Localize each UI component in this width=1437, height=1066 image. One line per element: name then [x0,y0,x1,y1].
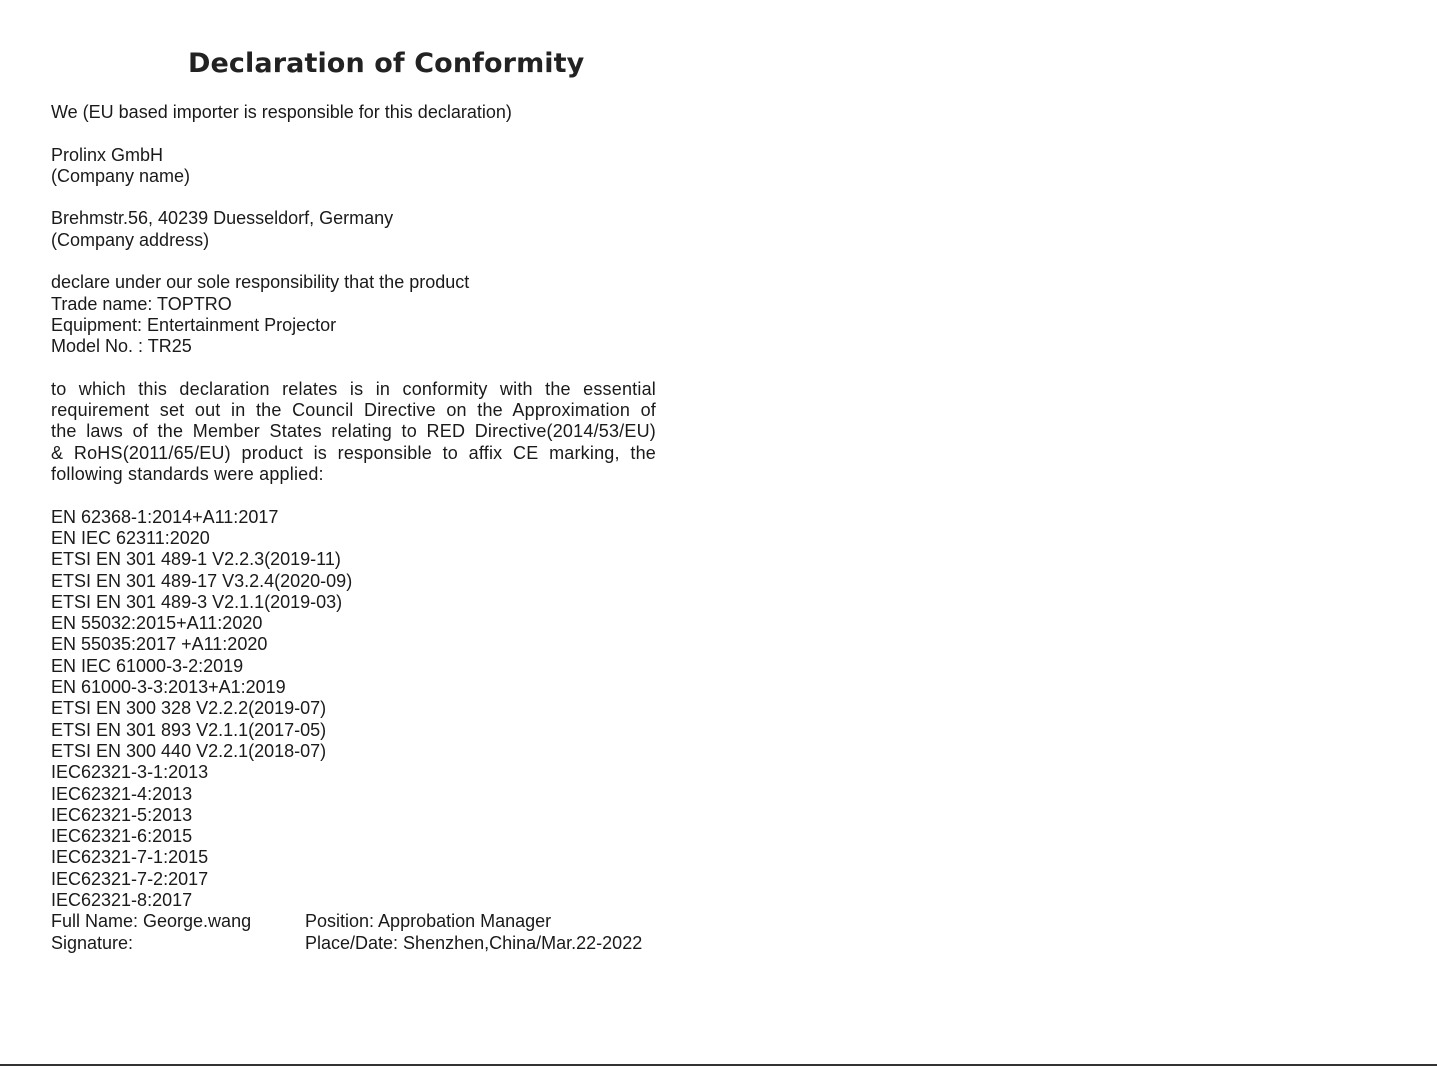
conformity-line: requirement set out in the Council Directive on the Approximation of [51,400,656,421]
company-name: Prolinx GmbH [51,144,164,165]
company-name-caption: (Company name) [51,165,191,186]
standard-item: IEC62321-4:2013 [51,783,193,804]
company-address-caption: (Company address) [51,229,210,250]
standard-item: ETSI EN 301 489-3 V2.1.1(2019-03) [51,591,343,612]
standard-item: ETSI EN 301 893 V2.1.1(2017-05) [51,719,327,740]
standard-item: IEC62321-7-2:2017 [51,868,209,889]
trade-name: Trade name: TOPTRO [51,293,232,314]
standard-item: EN IEC 62311:2020 [51,527,210,548]
conformity-paragraph [51,379,656,485]
position: Position: Approbation Manager [305,911,552,932]
standard-item: IEC62321-5:2013 [51,804,193,825]
declare-statement: declare under our sole responsibility that the product [51,272,470,293]
signature-label: Signature: [51,932,134,953]
conformity-line: to which this declaration relates is in conformity with the essential [51,378,656,399]
company-address: Brehmstr.56, 40239 Duesseldorf, Germany [51,208,394,229]
standard-item: ETSI EN 301 489-1 V2.2.3(2019-11) [51,549,341,570]
standard-item: ETSI EN 300 328 V2.2.2(2019-07) [51,698,327,719]
conformity-line: & RoHS(2011/65/EU) product is responsible to affix CE marking, the [51,442,656,463]
standard-item: ETSI EN 301 489-17 V3.2.4(2020-09) [51,570,353,591]
equipment: Equipment: Entertainment Projector [51,314,337,335]
document-title: Declaration of Conformity [188,48,585,79]
signoff-row-1 [51,911,656,932]
conformity-line: the laws of the Member States relating to RED Directive(2014/53/EU) [51,421,656,442]
standard-item: EN IEC 61000-3-2:2019 [51,655,244,676]
declaration-document [51,44,656,954]
model-number: Model No. : TR25 [51,336,192,357]
conformity-line: following standards were applied: [51,464,324,485]
standard-item: IEC62321-8:2017 [51,889,193,910]
standard-item: IEC62321-3-1:2013 [51,762,209,783]
standards-list [51,507,656,912]
intro-text: We (EU based importer is responsible for this declaration) [51,102,512,122]
standard-item: EN 61000-3-3:2013+A1:2019 [51,677,286,698]
signoff-row-2 [51,933,656,954]
place-date: Place/Date: Shenzhen,China/Mar.22-2022 [305,932,643,953]
full-name: Full Name: George.wang [51,911,252,932]
standard-item: ETSI EN 300 440 V2.2.1(2018-07) [51,740,327,761]
standard-item: IEC62321-6:2015 [51,826,193,847]
standard-item: EN 62368-1:2014+A11:2017 [51,506,279,527]
standard-item: IEC62321-7-1:2015 [51,847,209,868]
standard-item: EN 55032:2015+A11:2020 [51,613,263,634]
standard-item: EN 55035:2017 +A11:2020 [51,634,268,655]
